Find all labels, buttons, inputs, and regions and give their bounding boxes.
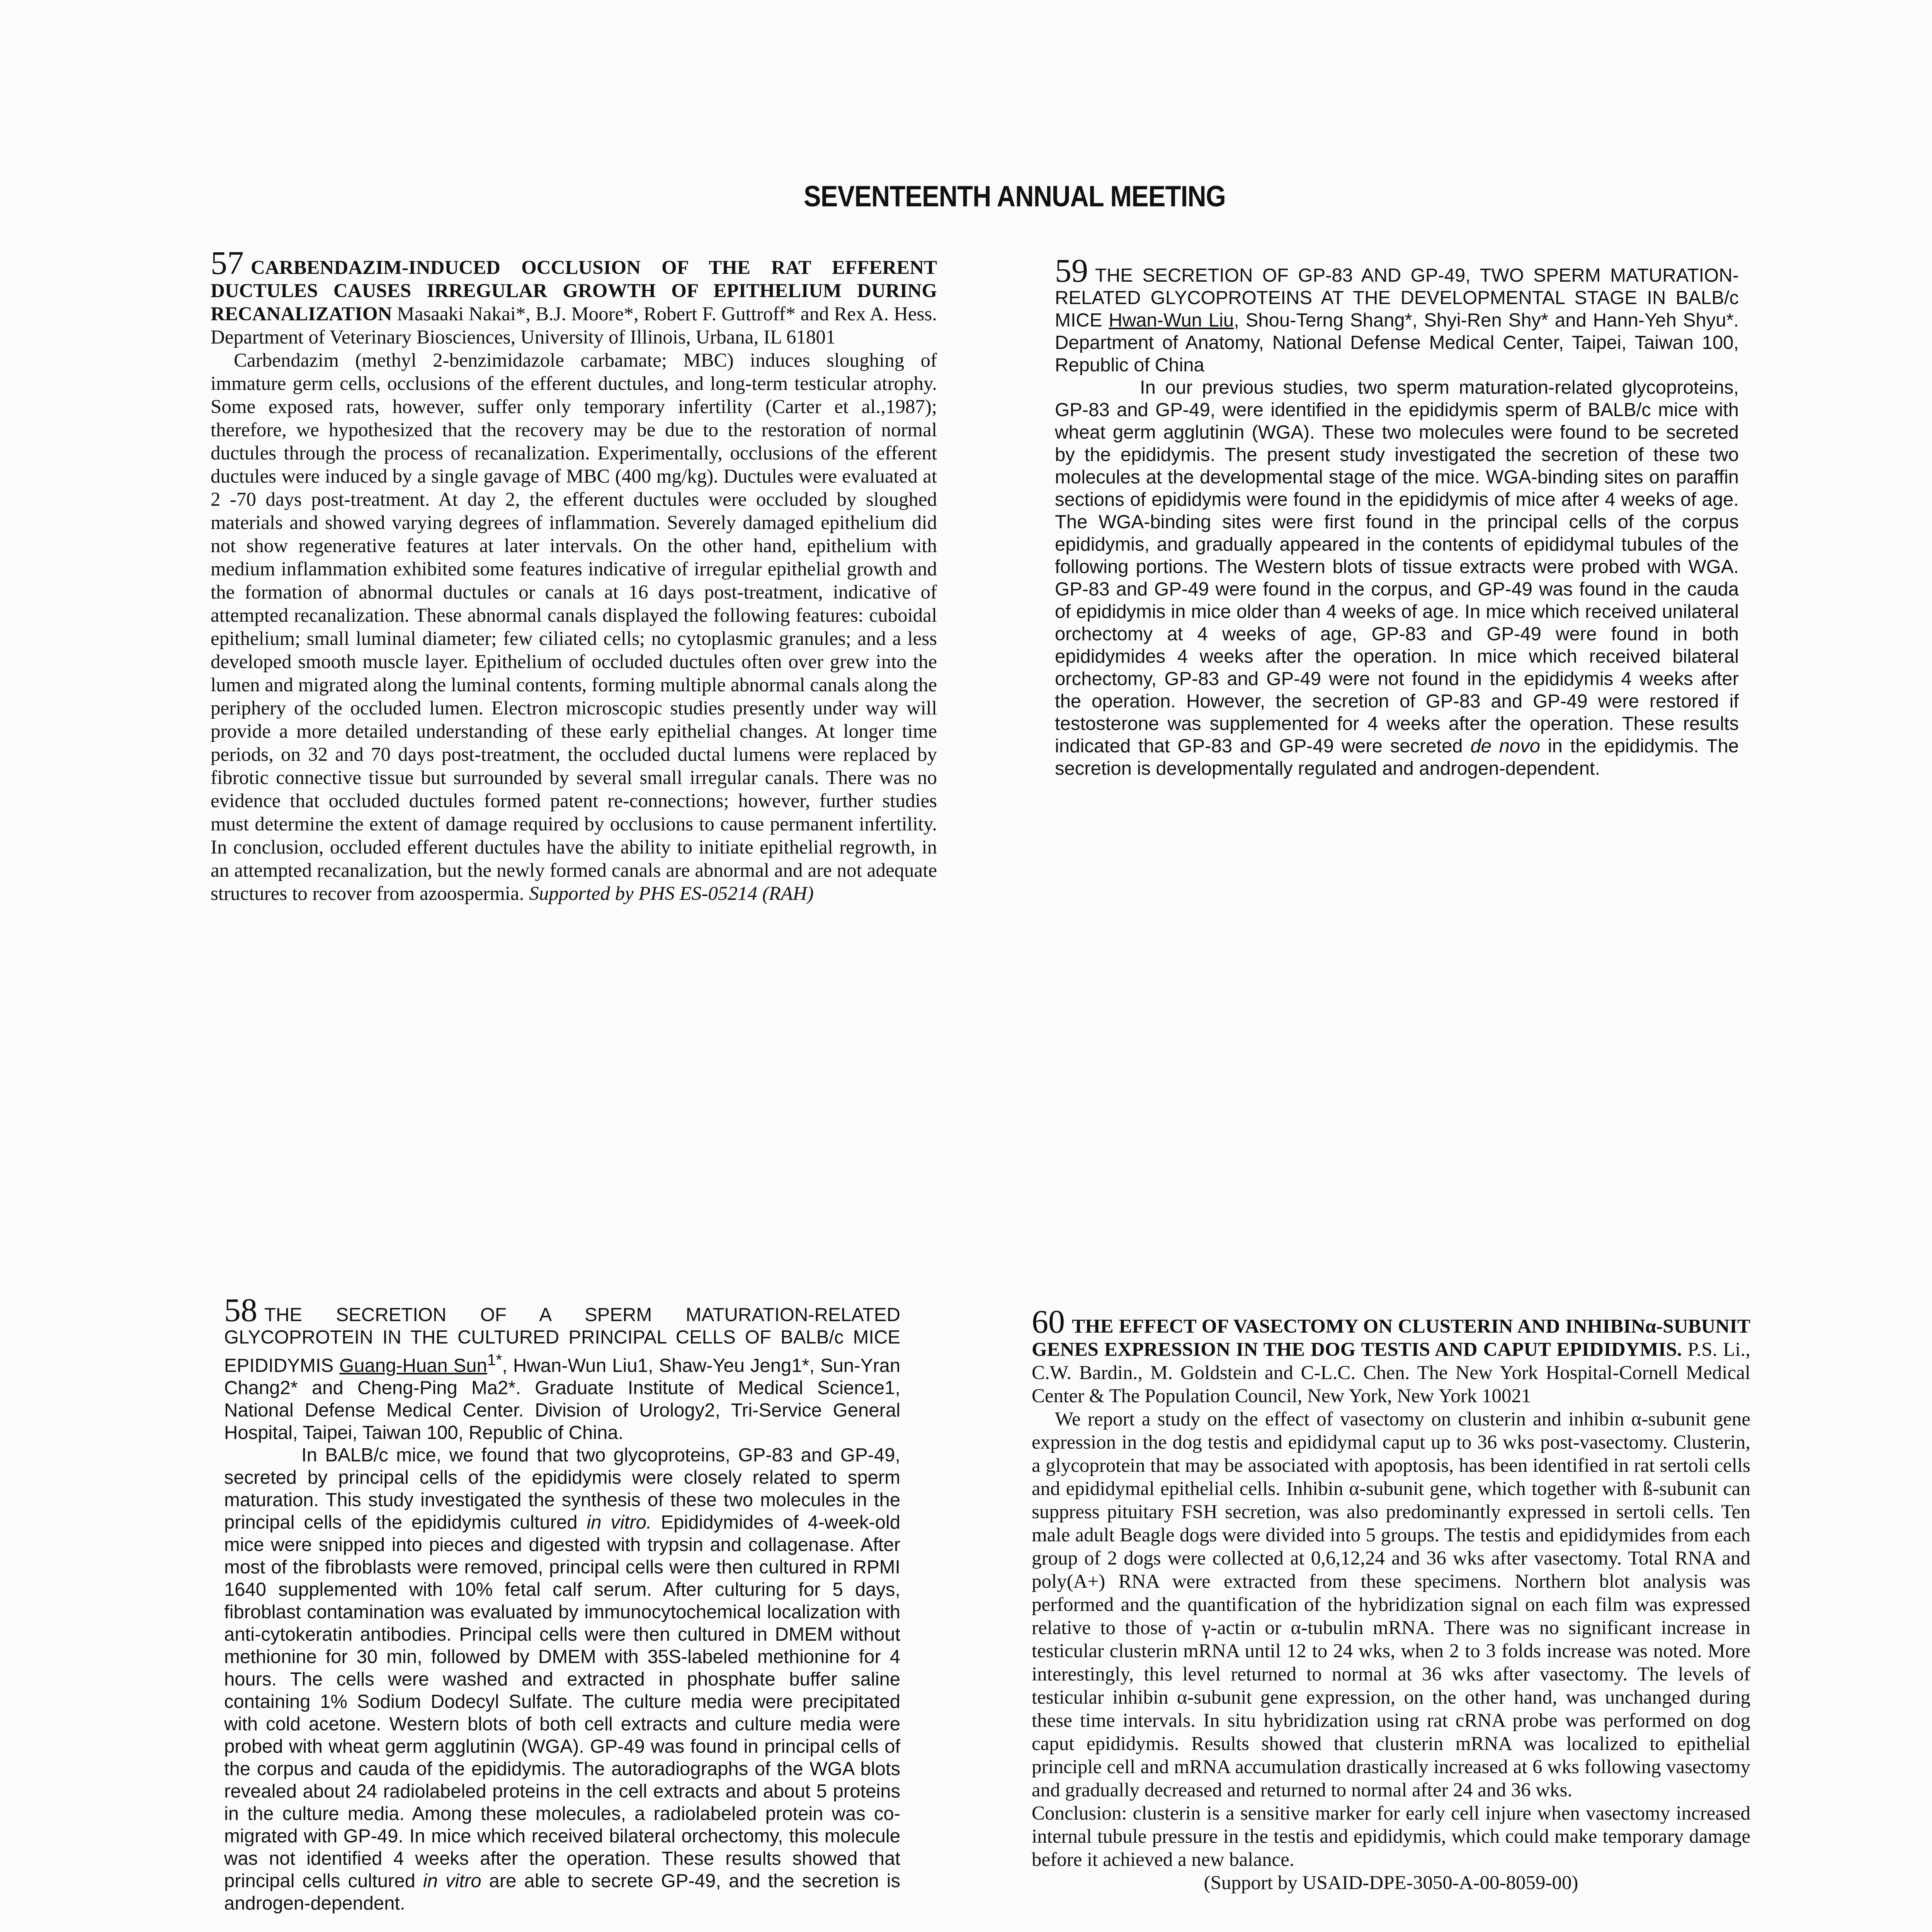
abstract-heading [1055, 252, 1739, 376]
abstract-body: In our previous studies, two sperm maturation-related glycoproteins, GP-83 and GP-49, were identified in the epididymis sperm of BALB/c mice with wheat germ agglutinin (WGA). These two molecules were found to be secreted by the epididymis. The present study investigated the secretion of these two molecules at the developmental stage of the mice. WGA-binding sites on paraffin sections of epididymis were found in the epididymis of mice after 4 weeks of age. The WGA-binding sites were first found in the principal cells of the corpus epididymis, and gradually appeared in the contents of epididymal tubules of the following portions. The Western blots of tissue extracts were probed with WGA. GP-83 and GP-49 were found in the corpus, and GP-49 was found in the cauda of epididymis in mice older than 4 weeks of age. In mice which received unilateral orchectomy at 4 weeks of age, GP-83 and GP-49 were found in both epididymides 4 weeks after the operation. In mice which received bilateral orchectomy, GP-83 and GP-49 were not found in the epididymis 4 weeks after the operation. However, the secretion of GP-83 and GP-49 were restored if testosterone was supplemented for 4 weeks after the operation. These results indicated that GP-83 and GP-49 were secreted de novo in the epididymis. The secretion is developmentally regulated and androgen-dependent. [1055, 377, 1739, 779]
abstract-authors: , Hwan-Wun Liu1, Shaw-Yeu Jeng1*, Sun-Yran Chang2* and Cheng-Ping Ma2*. Graduate Institute of Medical Science1, National Defense Medical Center. Division of Urology2, Tri-Service General Hospital, Taipei, Taiwan 100, Republic of China. [224, 1355, 900, 1444]
abstract-body: In BALB/c mice, we found that two glycoproteins, GP-83 and GP-49, secreted by principal cells of the epididymis were closely related to sperm maturation. This study investigated the synthesis of these two molecules in the principal cells of the epididymis cultured in vitro. Epididymides of 4-week-old mice were snipped into pieces and digested with trypsin and collagenase. After most of the fibroblasts were removed, principal cells were then cultured in RPMI 1640 supplemented with 10% fetal calf serum. After culturing for 5 days, fibroblast contamination was evaluated by immunocytochemical localization with anti-cytokeratin antibodies. Principal cells were then cultured in DMEM without methionine for 30 min, followed by DMEM with 35S-labeled methionine for 4 hours. The cells were washed and extracted in phosphate buffer saline containing 1% Sodium Dodecyl Sulfate. The culture media were precipitated with cold acetone. Western blots of both cell extracts and culture media were probed with wheat germ agglutinin (WGA). GP-49 was found in principal cells of the corpus and cauda of the epididymis. The autoradiographs of the WGA blots revealed about 24 radiolabeled proteins in the cell extracts and about 5 proteins in the culture media. Among these molecules, a radiolabeled protein was co-migrated with GP-49. In mice which received bilateral orchectomy, this molecule was not identified 4 weeks after the operation. These results showed that principal cells cultured in vitro are able to secrete GP-49, and the secretion is androgen-dependent. [224, 1445, 900, 1914]
abstract-presenter: Guang-Huan Sun [339, 1355, 487, 1376]
abstract-body: We report a study on the effect of vasectomy on clusterin and inhibin α-subunit gene expression in the dog testis and epididymal caput up to 36 wks post-vasectomy. Clusterin, a glycoprotein that may be associated with apoptosis, has been identified in rat sertoli cells and epididymal epithelial cells. Inhibin α-subunit gene, which together with ß-subunit can suppress pituitary FSH secretion, was also predominantly expressed in sertoli cells. Ten male adult Beagle dogs were divided into 5 groups. The testis and epididymides from each group of 2 dogs were collected at 0,6,12,24 and 36 wks after vasectomy. Total RNA and poly(A+) RNA were extracted from these specimens. Northern blot analysis was performed and the quantification of the hybridization signal on each film was expressed relative to those of γ-actin or α-tubulin mRNA. There was no significant increase in testicular clusterin mRNA until 12 to 24 wks, when 2 to 3 folds increase was noted. More interestingly, this level returned to normal at 36 wks after vasectomy. The levels of testicular inhibin α-subunit gene expression, on the other hand, was unchanged during these time intervals. In situ hybridization using rat cRNA probe was performed on dog caput epididymis. Results showed that clusterin mRNA was localized to epithelial principle cell and mRNA accumulation drastically increased at 6 wks following vasectomy and gradually decreased and returned to normal after 24 and 36 wks. [1032, 1408, 1750, 1801]
abstract-heading [211, 244, 937, 349]
abstract-60 [1032, 1303, 1750, 1895]
abstract-heading [1032, 1303, 1750, 1408]
abstract-title: THE SECRETION OF A SPERM MATURATION-RELATED GLYCOPROTEIN IN THE CULTURED PRINCIPAL CELLS OF BALB/c MICE EPIDIDYMIS [224, 1304, 900, 1376]
abstract-authors: Masaaki Nakai*, B.J. Moore*, Robert F. Guttroff* and Rex A. Hess. Department of Veterinary Biosciences, University of Illinois, Urbana, IL 61801 [211, 303, 937, 348]
abstract-authors: , Shou-Terng Shang*, Shyi-Ren Shy* and Hann-Yeh Shyu*. Department of Anatomy, National Defense Medical Center, Taipei, Taiwan 100, Republic of China [1055, 310, 1739, 376]
abstract-number: 60 [1032, 1303, 1065, 1340]
abstract-conclusion: Conclusion: clusterin is a sensitive marker for early cell injure when vasectomy increased internal tubule pressure in the testis and epididymis, which could make temporary damage before it achieved a new balance. [1032, 1803, 1750, 1871]
abstract-57 [211, 244, 937, 905]
abstract-title: THE SECRETION OF GP-83 AND GP-49, TWO SPERM MATURATION-RELATED GLYCOPROTEINS AT THE DEVELOPMENTAL STAGE IN BALB/c MICE [1055, 265, 1739, 331]
abstract-number: 59 [1055, 252, 1088, 289]
abstract-authors: P.S. Li., C.W. Bardin., M. Goldstein and C-L.C. Chen. The New York Hospital-Cornell Medical Center & The Population Council, New York, New York 10021 [1032, 1339, 1750, 1407]
page-header: SEVENTEENTH ANNUAL MEETING [804, 180, 1226, 213]
abstract-presenter: Hwan-Wun Liu [1109, 310, 1234, 331]
abstract-support: (Support by USAID-DPE-3050-A-00-8059-00) [1204, 1872, 1578, 1894]
abstract-number: 57 [211, 244, 244, 281]
abstract-heading: 58 THE SECRETION OF A SPERM MATURATION-RELATED GLYCOPROTEIN IN THE CULTURED PRINCIPAL CELLS OF BALB/c MICE EPIDIDYMIS Guang-Huan Sun$^{1*}$, Hwan-Wun Liu1, Shaw-Yeu Jeng1*, Sun-Yran Chang2* and Cheng-Ping Ma2*. Graduate Institute of Medical Science1, National Defense Medical Center. Division of Urology2, Tri-Service General Hospital, Taipei, Taiwan 100, Republic of China. [224, 1291, 900, 1444]
abstract-number: 58 [224, 1291, 257, 1328]
abstract-59 [1055, 252, 1739, 780]
abstract-body: Carbendazim (methyl 2-benzimidazole carbamate; MBC) induces sloughing of immature germ cells, occlusions of the efferent ductules, and long-term testicular atrophy. Some exposed rats, however, suffer only temporary infertility (Carter et al.,1987); therefore, we hypothesized that the recovery may be due to the restoration of normal ductules through the process of recanalization. Experimentally, occlusions of the efferent ductules were induced by a single gavage of MBC (400 mg/kg). Ductules were evaluated at 2 -70 days post-treatment. At day 2, the efferent ductules were occluded by sloughed materials and showed varying degrees of inflammation. Severely damaged epithelium did not show regenerative features at later intervals. On the other hand, epithelium with medium inflammation exhibited some features indicative of irregular epithelial growth and the formation of abnormal ductules or canals at 16 days post-treatment, indicative of attempted recanalization. These abnormal canals displayed the following features: cuboidal epithelium; small luminal diameter; few ciliated cells; no cytoplasmic granules; and a less developed smooth muscle layer. Epithelium of occluded ductules often over grew into the lumen and migrated along the luminal contents, forming multiple abnormal canals along the periphery of the occluded lumen. Electron microscopic studies presently under way will provide a more detailed understanding of these early epithelial changes. At longer time periods, on 32 and 70 days post-treatment, the occluded ductal lumens were replaced by fibrotic connective tissue but surrounded by several small irregular canals. There was no evidence that occluded ductules formed patent re-connections; however, further studies must determine the extent of damage required by occlusions to cause permanent infertility. In conclusion, occluded efferent ductules have the ability to initiate epithelial regrowth, in an attempted recanalization, but the newly formed canals are abnormal and are not adequate structures to recover from azoospermia. Supported by PHS ES-05214 (RAH) [211, 350, 937, 905]
abstract-58 [224, 1291, 900, 1915]
abstract-support: Supported by PHS ES-05214 (RAH) [529, 883, 814, 905]
abstract-title: THE EFFECT OF VASECTOMY ON CLUSTERIN AND INHIBINα-SUBUNIT GENES EXPRESSION IN THE DOG TESTIS AND CAPUT EPIDIDYMIS. [1032, 1316, 1750, 1361]
abstract-title: CARBENDAZIM-INDUCED OCCLUSION OF THE RAT EFFERENT DUCTULES CAUSES IRREGULAR GROWTH OF EPITHELIUM DURING RECANALIZATION [211, 257, 937, 325]
